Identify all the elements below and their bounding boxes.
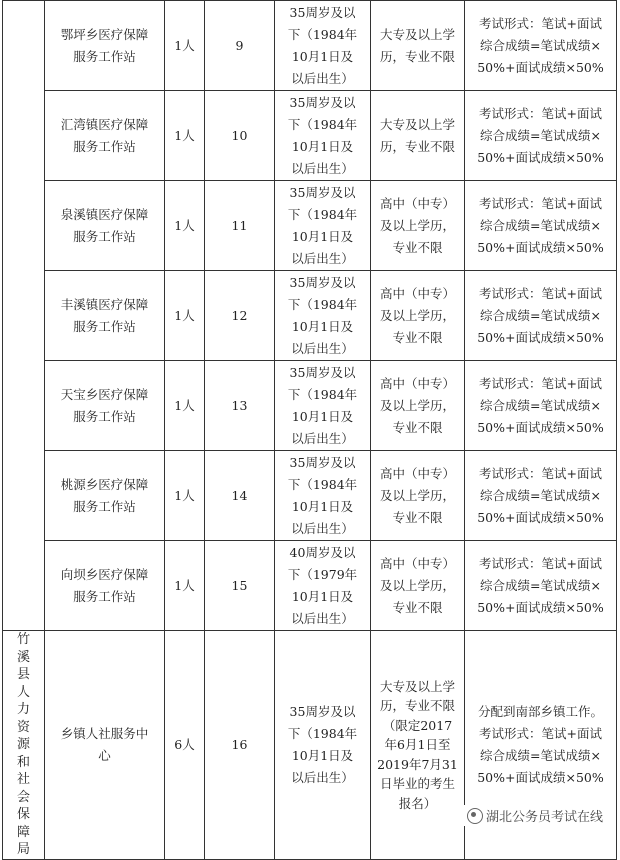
cell-text-line: 服务工作站 <box>73 228 136 244</box>
table-row <box>3 1 617 91</box>
cell-text-line: 综合成绩=笔试成绩× <box>480 487 601 503</box>
education-requirement-cell <box>371 1 465 91</box>
cell-text-line: 下（1979年 <box>287 566 358 582</box>
cell-text-line: 下（1984年 <box>287 296 358 312</box>
cell-text-line: 天宝乡医疗保障 <box>60 386 149 402</box>
table-row <box>3 361 617 451</box>
cell-text-line: 专业不限 <box>392 329 443 345</box>
cell-text-line: 10月1日及 <box>291 408 354 424</box>
cell-text-line: 以后出生） <box>291 610 354 626</box>
cell-text-line: 综合成绩=笔试成绩× <box>480 747 601 763</box>
cell-text-line: 高中（中专） <box>379 285 455 301</box>
education-requirement-cell <box>371 181 465 271</box>
cell-text-line: 考试形式：笔试+面试 <box>479 105 602 121</box>
post-name-cell <box>45 181 165 271</box>
cell-text-line: 50%+面试成绩×50% <box>477 239 604 255</box>
remarks-cell <box>465 271 617 361</box>
cell-text-line: 以后出生） <box>291 769 354 785</box>
cell-text-line: 大专及以上学 <box>379 116 455 132</box>
education-requirement-cell <box>371 271 465 361</box>
remarks-cell <box>465 451 617 541</box>
cell-text-line: 汇湾镇医疗保障 <box>60 116 149 132</box>
table-row <box>3 451 617 541</box>
cell-text-line: 以后出生） <box>291 520 354 536</box>
post-count-cell: 1人 <box>165 451 205 541</box>
cell-text-line: 及以上学历， <box>379 217 455 233</box>
table-row <box>3 541 617 631</box>
age-requirement-cell <box>275 1 371 91</box>
cell-text-line: 历，专业不限 <box>379 48 455 64</box>
cell-text-line: 10月1日及 <box>291 588 354 604</box>
remarks-cell <box>465 361 617 451</box>
cell-text-line: 35周岁及以 <box>289 4 356 20</box>
cell-text-line: 考试形式：笔试+面试 <box>479 375 602 391</box>
cell-text-line: 高中（中专） <box>379 375 455 391</box>
post-count-cell: 1人 <box>165 541 205 631</box>
cell-text-line: 50%+面试成绩×50% <box>477 149 604 165</box>
remarks-cell <box>465 541 617 631</box>
age-requirement-cell <box>275 181 371 271</box>
cell-text-line: 综合成绩=笔试成绩× <box>480 397 601 413</box>
cell-text-line: 考试形式：笔试+面试 <box>479 555 602 571</box>
cell-text-line: 以后出生） <box>291 70 354 86</box>
cell-text-line: 服务工作站 <box>73 588 136 604</box>
cell-text-line: 下（1984年 <box>287 476 358 492</box>
cell-text-line: 心 <box>98 747 111 763</box>
remarks-cell <box>465 91 617 181</box>
cell-text-line: 综合成绩=笔试成绩× <box>480 577 601 593</box>
cell-text-line: 及以上学历， <box>379 577 455 593</box>
age-requirement-cell <box>275 541 371 631</box>
cell-text-line: 下（1984年 <box>287 26 358 42</box>
post-count-cell: 1人 <box>165 361 205 451</box>
post-code-cell: 9 <box>205 1 275 91</box>
post-count-cell: 1人 <box>165 91 205 181</box>
education-requirement-cell <box>371 91 465 181</box>
remarks-cell <box>465 1 617 91</box>
cell-text-line: 50%+面试成绩×50% <box>477 769 604 785</box>
post-name-cell <box>45 91 165 181</box>
age-requirement-cell <box>275 271 371 361</box>
cell-text-line: 10月1日及 <box>291 48 354 64</box>
cell-text-line: 泉溪镇医疗保障 <box>60 206 149 222</box>
cell-text-line: 专业不限 <box>392 419 443 435</box>
cell-text-line: 以后出生） <box>291 160 354 176</box>
cell-text-line: 专业不限 <box>392 509 443 525</box>
table-row <box>3 91 617 181</box>
cell-text-line: 以后出生） <box>291 430 354 446</box>
positions-table <box>2 0 617 860</box>
cell-text-line: 下（1984年 <box>287 725 358 741</box>
cell-text-line: 综合成绩=笔试成绩× <box>480 127 601 143</box>
cell-text-line: （限定2017 <box>382 717 453 733</box>
cell-text-line: 及以上学历， <box>379 307 455 323</box>
cell-text-line: 服务工作站 <box>73 138 136 154</box>
cell-text-line: 综合成绩=笔试成绩× <box>480 37 601 53</box>
watermark-text: 湖北公务员考试在线 <box>485 810 603 825</box>
watermark <box>464 805 606 826</box>
post-count-cell: 1人 <box>165 1 205 91</box>
cell-text-line: 服务工作站 <box>73 48 136 64</box>
cell-text-line: 35周岁及以 <box>289 454 356 470</box>
post-code-cell: 13 <box>205 361 275 451</box>
post-count-cell: 1人 <box>165 181 205 271</box>
post-count-cell: 1人 <box>165 271 205 361</box>
cell-text-line: 高中（中专） <box>379 465 455 481</box>
cell-text-line: 高中（中专） <box>379 555 455 571</box>
dept-cell <box>3 631 45 860</box>
cell-text-line: 服务工作站 <box>73 408 136 424</box>
cell-text-line: 考试形式：笔试+面试 <box>479 725 602 741</box>
remarks-cell <box>465 181 617 271</box>
cell-text-line: 考试形式：笔试+面试 <box>479 465 602 481</box>
cell-text-line: 40周岁及以 <box>289 544 356 560</box>
cell-text-line: 考试形式：笔试+面试 <box>479 15 602 31</box>
cell-text-line: 10月1日及 <box>291 138 354 154</box>
post-code-cell: 10 <box>205 91 275 181</box>
cell-text-line: 50%+面试成绩×50% <box>477 599 604 615</box>
cell-text-line: 报名） <box>398 795 437 811</box>
cell-text-line: 鄂坪乡医疗保障 <box>60 26 149 42</box>
post-name-cell <box>45 361 165 451</box>
cell-text-line: 专业不限 <box>392 599 443 615</box>
cell-text-line: 35周岁及以 <box>289 703 356 719</box>
table-row <box>3 181 617 271</box>
education-requirement-cell <box>371 451 465 541</box>
post-code-cell: 14 <box>205 451 275 541</box>
cell-text-line: 考试形式：笔试+面试 <box>479 195 602 211</box>
education-requirement-cell <box>371 361 465 451</box>
post-name-cell <box>45 1 165 91</box>
post-code-cell: 15 <box>205 541 275 631</box>
cell-text-line: 乡镇人社服务中 <box>60 725 149 741</box>
post-code-cell: 11 <box>205 181 275 271</box>
cell-text-line: 以后出生） <box>291 250 354 266</box>
cell-text-line: 及以上学历， <box>379 487 455 503</box>
post-name-cell <box>45 271 165 361</box>
post-count-cell: 6人 <box>165 631 205 860</box>
wechat-account-icon <box>467 808 483 824</box>
age-requirement-cell <box>275 91 371 181</box>
post-code-cell: 16 <box>205 631 275 860</box>
cell-text-line: 及以上学历， <box>379 397 455 413</box>
cell-text-line: 服务工作站 <box>73 498 136 514</box>
cell-text-line: 下（1984年 <box>287 206 358 222</box>
cell-text-line: 10月1日及 <box>291 747 354 763</box>
age-requirement-cell <box>275 631 371 860</box>
cell-text-line: 大专及以上学 <box>379 26 455 42</box>
cell-text-line: 50%+面试成绩×50% <box>477 59 604 75</box>
cell-text-line: 服务工作站 <box>73 318 136 334</box>
cell-text-line: 年6月1日至 <box>384 737 451 752</box>
education-requirement-cell <box>371 631 465 860</box>
cell-text-line: 历，专业不限 <box>379 698 455 713</box>
cell-text-line: 竹溪县人力资源和社会保障局 <box>16 632 30 857</box>
cell-text-line: 分配到南部乡镇工作。 <box>477 703 603 719</box>
cell-text-line: 大专及以上学 <box>379 678 455 694</box>
cell-text-line: 35周岁及以 <box>289 94 356 110</box>
cell-text-line: 专业不限 <box>392 239 443 255</box>
age-requirement-cell <box>275 361 371 451</box>
table-row <box>3 271 617 361</box>
cell-text-line: 50%+面试成绩×50% <box>477 329 604 345</box>
cell-text-line: 50%+面试成绩×50% <box>477 419 604 435</box>
cell-text-line: 35周岁及以 <box>289 364 356 380</box>
cell-text-line: 历，专业不限 <box>379 138 455 154</box>
cell-text-line: 10月1日及 <box>291 498 354 514</box>
post-name-cell <box>45 631 165 860</box>
cell-text-line: 桃源乡医疗保障 <box>60 476 149 492</box>
post-code-cell: 12 <box>205 271 275 361</box>
cell-text-line: 50%+面试成绩×50% <box>477 509 604 525</box>
cell-text-line: 10月1日及 <box>291 318 354 334</box>
post-name-cell <box>45 451 165 541</box>
dept-cell-previous <box>3 1 45 631</box>
post-name-cell <box>45 541 165 631</box>
cell-text-line: 考试形式：笔试+面试 <box>479 285 602 301</box>
cell-text-line: 下（1984年 <box>287 386 358 402</box>
cell-text-line: 2019年7月31 <box>377 756 458 772</box>
cell-text-line: 下（1984年 <box>287 116 358 132</box>
positions-table-body <box>3 1 617 860</box>
cell-text-line: 丰溪镇医疗保障 <box>60 296 149 312</box>
cell-text-line: 10月1日及 <box>291 228 354 244</box>
cell-text-line: 以后出生） <box>291 340 354 356</box>
education-requirement-cell <box>371 541 465 631</box>
cell-text-line: 向坝乡医疗保障 <box>60 566 149 582</box>
cell-text-line: 35周岁及以 <box>289 274 356 290</box>
cell-text-line: 高中（中专） <box>379 195 455 211</box>
age-requirement-cell <box>275 451 371 541</box>
cell-text-line: 综合成绩=笔试成绩× <box>480 307 601 323</box>
cell-text-line: 日毕业的考生 <box>379 776 455 791</box>
cell-text-line: 综合成绩=笔试成绩× <box>480 217 601 233</box>
cell-text-line: 35周岁及以 <box>289 184 356 200</box>
